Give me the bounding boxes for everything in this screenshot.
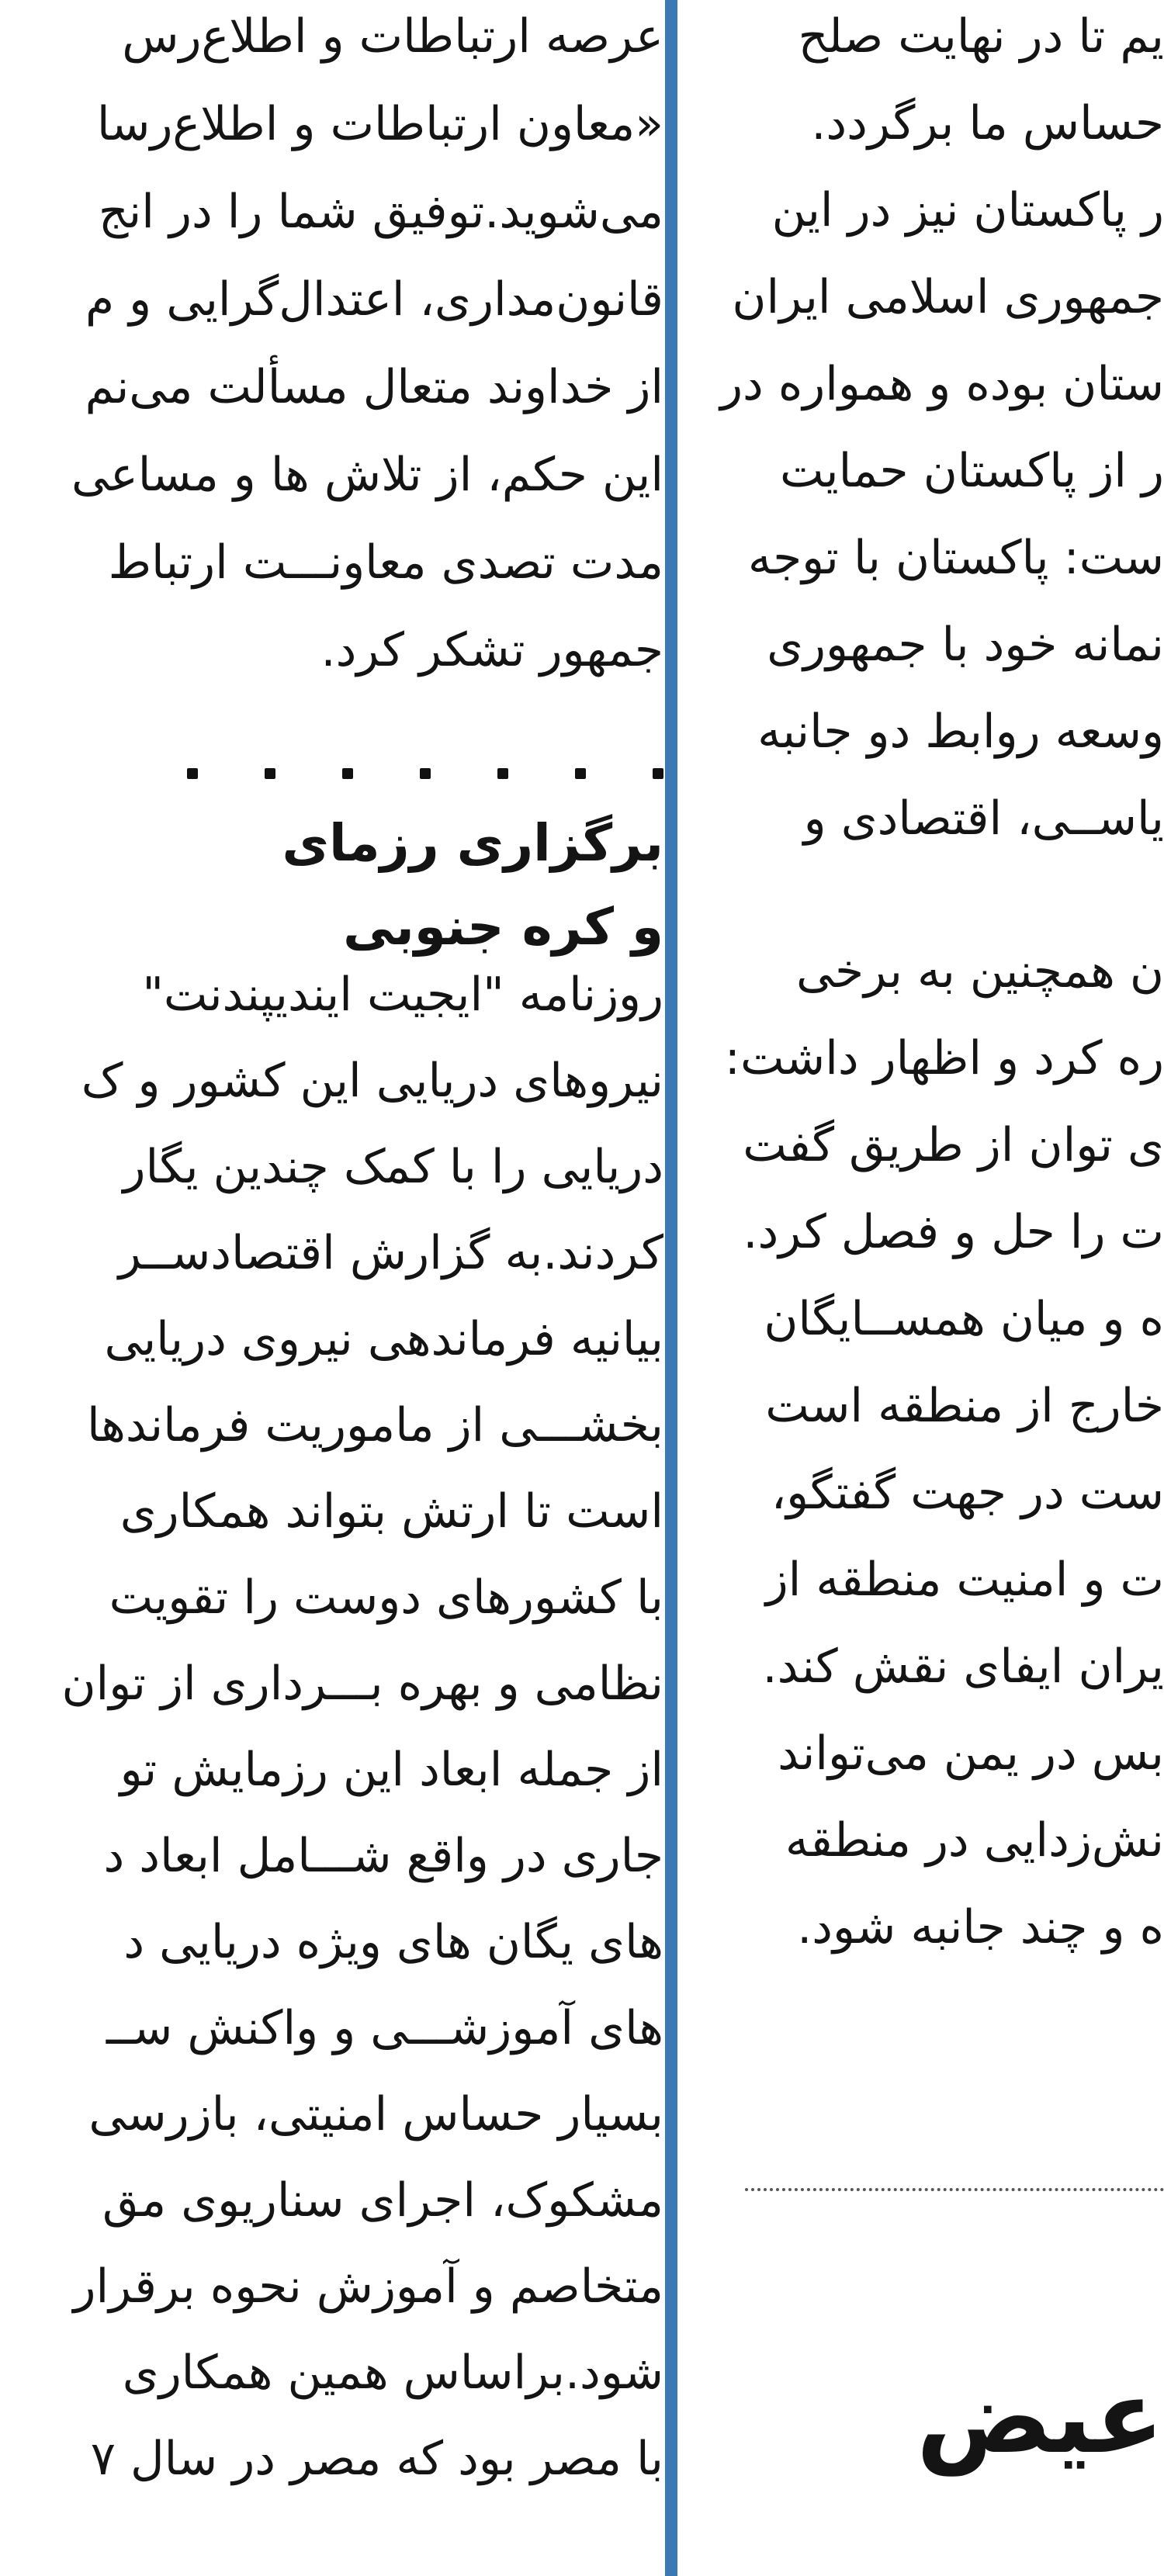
text-line: دریایی را با کمک چندین یگار: [123, 1140, 663, 1194]
text-line: های آموزشـــی و واکنش ســ: [106, 2001, 663, 2055]
text-line: است تا ارتش بتواند همکاری: [120, 1484, 663, 1539]
text-line: مدت تصدی معاونـــت ارتباط: [108, 535, 663, 590]
text-line: یران ایفای نقش کند.: [762, 1639, 1164, 1694]
text-line: می‌شوید.توفیق شما را در انج: [98, 185, 663, 239]
dotted-rule: [745, 2188, 1164, 2191]
headline-line: و کره جنوبی: [343, 897, 663, 957]
headline-line: برگزاری رزمای: [282, 813, 663, 873]
text-line: جمهور تشکر کرد.: [320, 623, 663, 677]
text-line: جمهوری اسلامی ایران: [732, 270, 1164, 324]
text-line: ست در جهت گفتگو،: [771, 1466, 1164, 1520]
text-line: ی توان از طریق گفت: [743, 1118, 1164, 1172]
text-line: شود.براساس همین همکاری: [122, 2346, 663, 2400]
text-line: جاری در واقع شـــامل ابعاد د: [103, 1829, 663, 1883]
text-line: بخشـــی از ماموریت فرماندها: [86, 1398, 663, 1452]
text-line: نمانه خود با جمهوری: [767, 618, 1164, 672]
text-line: نش‌زدایی در منطقه: [785, 1813, 1164, 1868]
text-line: ه و میان همســایگان: [764, 1292, 1164, 1346]
text-line: های یگان های ویژه دریایی د: [123, 1915, 663, 1969]
text-line: نیروهای دریایی این کشور و ک: [81, 1054, 663, 1108]
text-line: ره کرد و اظهار داشت:: [724, 1031, 1164, 1085]
text-line: ستان بوده و همواره در: [720, 357, 1164, 411]
text-line: وسعه روابط دو جانبه: [757, 705, 1164, 759]
text-line: قانون‌مداری، اعتدال‌گرایی و م: [85, 272, 663, 327]
next-article-headline: عیض: [916, 2358, 1164, 2476]
text-line: نظامی و بهره بـــرداری از توان: [61, 1657, 663, 1711]
text-line: یاســی، اقتصادی و: [803, 791, 1164, 846]
text-line: خارج از منطقه است: [765, 1379, 1164, 1433]
text-line: یم تا در نهایت صلح: [798, 9, 1164, 64]
text-line: بسیار حساس امنیتی، بازرسی: [88, 2087, 663, 2141]
text-line: ر پاکستان نیز در این: [771, 183, 1164, 237]
text-line: ت و امنیت منطقه از: [765, 1553, 1164, 1607]
text-line: ن همچنین به برخی: [796, 944, 1164, 999]
text-line: حساس ما برگردد.: [811, 96, 1164, 151]
text-line: متخاصم و آموزش نحوه برقرار: [73, 2259, 663, 2314]
text-line: با کشورهای دوست را تقویت: [109, 1570, 663, 1625]
text-line: بیانیه فرماندهی نیروی دریایی: [104, 1312, 663, 1366]
text-line: ه و چند جانبه شود.: [797, 1900, 1164, 1955]
text-line: ست: پاکستان با توجه: [747, 531, 1164, 585]
text-line: این حکم، از تلاش ها و مساعی: [71, 448, 663, 502]
column-divider: [665, 0, 677, 2576]
text-line: از جمله ابعاد این رزمایش تو: [120, 1743, 663, 1797]
text-line: روزنامه "ایجیت ایندیپندنت": [142, 968, 663, 1022]
text-line: کردند.به گزارش اقتصادســر: [118, 1226, 663, 1280]
dot-separator: [187, 768, 663, 779]
text-line: «معاون ارتباطات و اطلاع‌رسا: [96, 97, 663, 151]
text-line: ر از پاکستان حمایت: [779, 444, 1164, 498]
text-line: با مصر بود که مصر در سال ۷: [90, 2432, 663, 2486]
right-article-column: [681, 0, 1164, 2576]
text-line: از خداوند متعال مسألت می‌نم: [85, 360, 663, 414]
text-line: عرصه ارتباطات و اطلاع‌رس: [122, 9, 663, 64]
text-line: بس در یمن می‌تواند: [778, 1726, 1164, 1781]
text-line: ت را حل و فصل کرد.: [743, 1205, 1164, 1259]
text-line: مشکوک، اجرای سناریوی مق: [102, 2173, 663, 2228]
